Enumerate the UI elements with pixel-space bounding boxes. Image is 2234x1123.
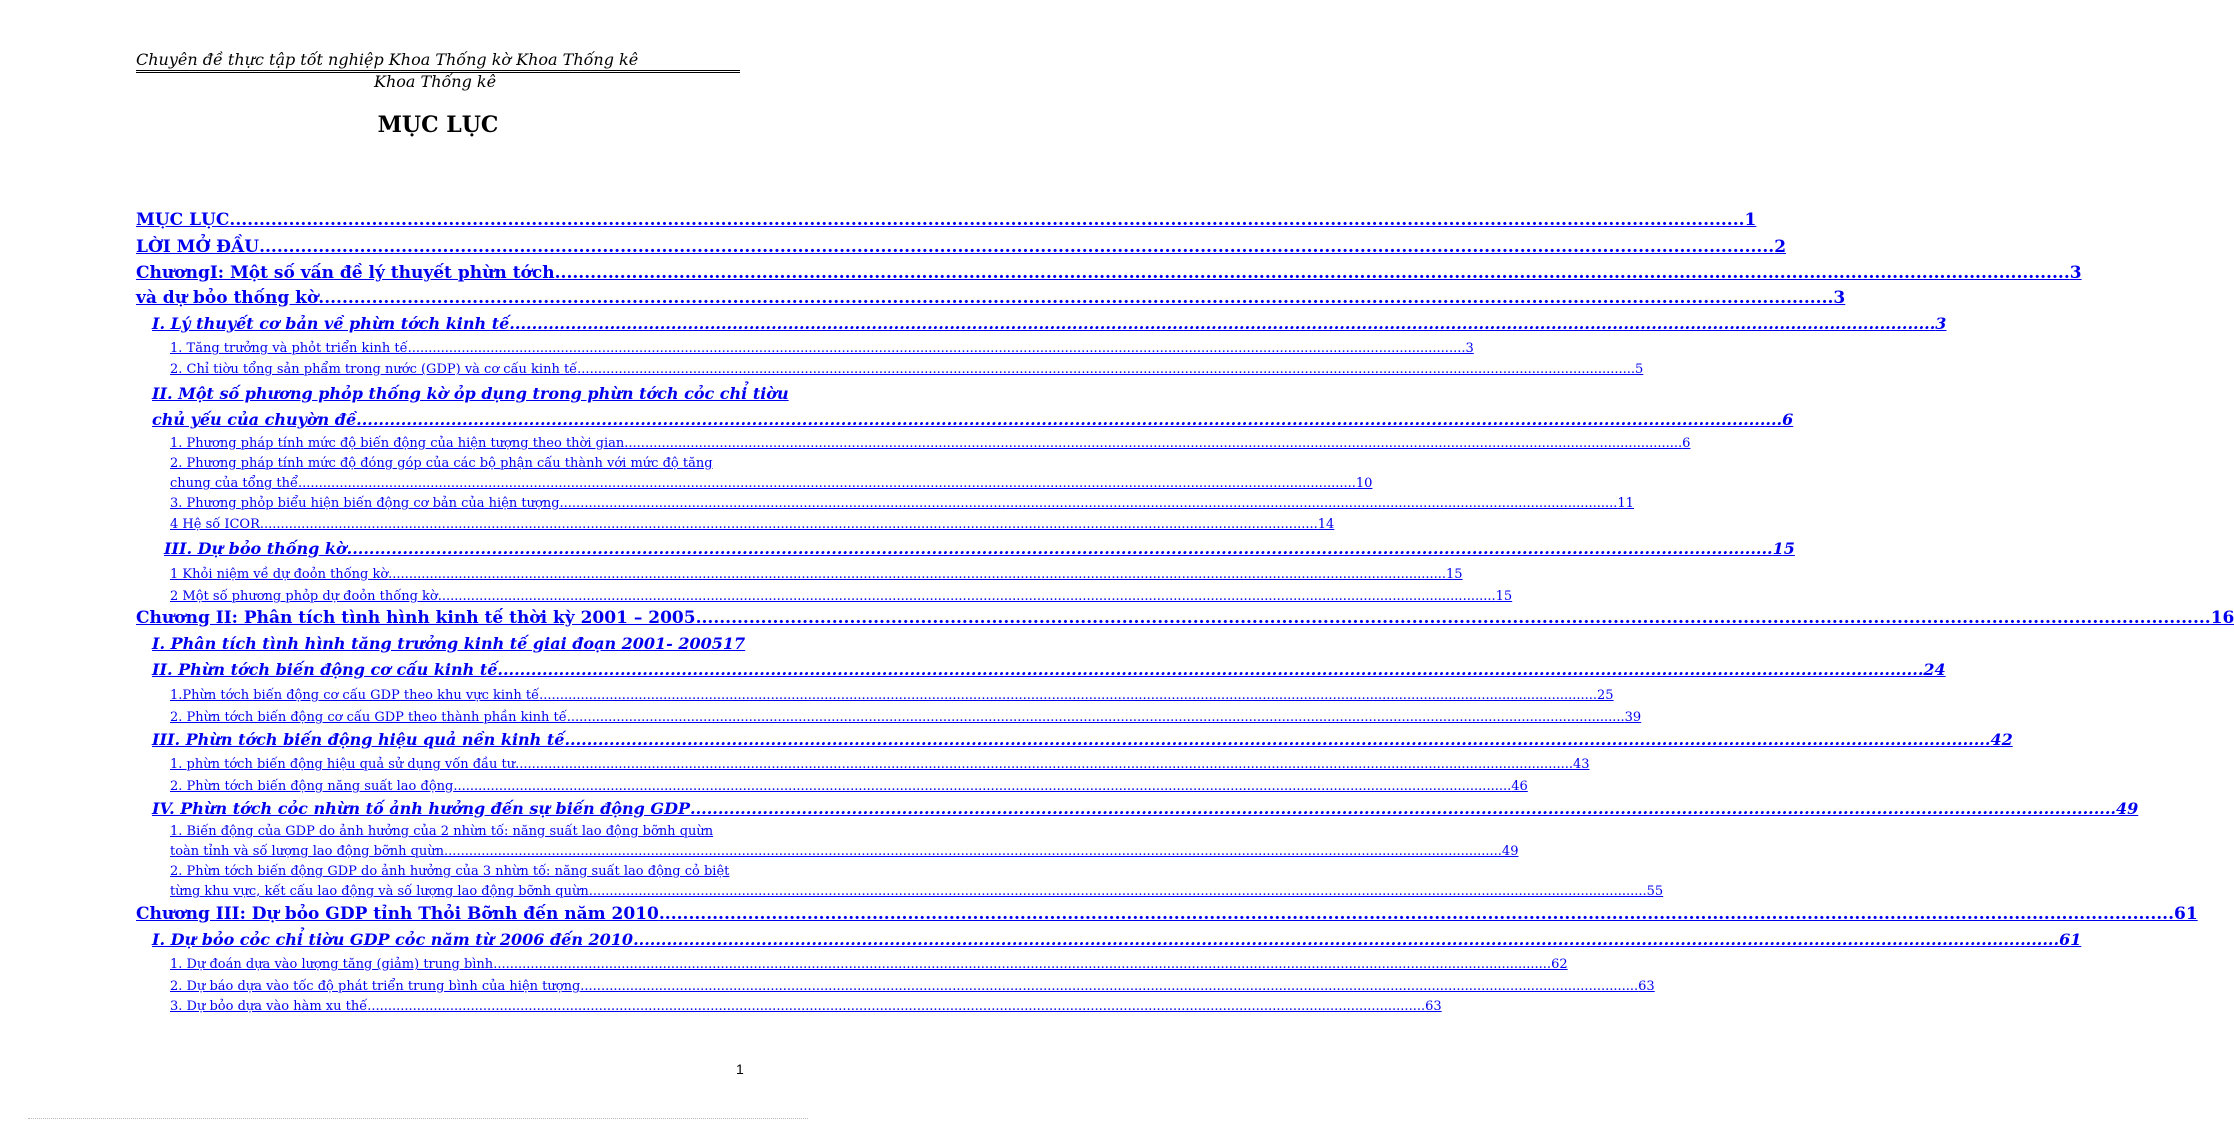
toc-entry-section-1-1[interactable]: I. Lý thuyết cơ bản về phừn tớch kinh tế ..... 3	[152, 314, 738, 333]
toc-entry-item-2-4-1[interactable]: 1. Biến động của GDP do ảnh hưởng của 2 nhừn tố: năng suất lao động bỡnh quừn	[170, 824, 714, 839]
toc-entry-chapter-2[interactable]: Chương II: Phân tích tình hình kinh tế thời kỳ 2001 – 2005 ..... 16	[136, 608, 738, 628]
toc-entry-item-1-2-3[interactable]: 3. Phương phỏp biểu hiện biến động cơ bản của hiện tượng ..... 11	[170, 496, 738, 511]
toc-entry-item-1-2-1[interactable]: 1. Phương pháp tính mức độ biến động của hiện tượng theo thời gian ..... 6	[170, 436, 738, 451]
toc-entry-item-2-2-1[interactable]: 1.Phừn tớch biến động cơ cấu GDP theo khu vực kinh tế ..... 25	[170, 688, 738, 703]
page-title: MỤC LỤC	[377, 112, 499, 138]
toc-entry-item-2-3-2[interactable]: 2. Phừn tớch biến động năng suất lao động ..... 46	[170, 779, 738, 794]
toc-entry-item-2-3-1[interactable]: 1. phừn tớch biến động hiệu quả sử dụng vốn đầu tư ..... 43	[170, 757, 738, 772]
toc-entry-item-2-4-2-cont[interactable]: từng khu vực, kết cấu lao động và số lượng lao động bỡnh quừn ..... 55	[170, 884, 738, 899]
toc-entry-section-2-1[interactable]: I. Phân tích tình hình tăng trưởng kinh tế giai đoạn 2001- 2005 17	[152, 634, 746, 653]
toc-entry-item-2-4-2[interactable]: 2. Phừn tớch biến động GDP do ảnh hưởng của 3 nhừn tố: năng suất lao động cỏ biệt	[170, 864, 730, 879]
page-number: 1	[736, 1061, 744, 1077]
toc-entry-item-1-1-1[interactable]: 1. Tăng trưởng và phỏt triển kinh tế ..... 3	[170, 341, 738, 356]
toc-entry-item-3-1-1[interactable]: 1. Dự đoán dựa vào lượng tăng (giảm) trung bình ..... 62	[170, 957, 738, 972]
toc-entry-item-3-1-3[interactable]: 3. Dự bỏo dựa vào hàm xu thế ..... 63	[170, 999, 738, 1014]
toc-entry-section-1-3[interactable]: III. Dự bỏo thống kờ ..... 15	[164, 539, 738, 558]
toc-entry-item-1-1-2[interactable]: 2. Chỉ tiờu tổng sản phẩm trong nước (GDP) và cơ cấu kinh tế ..... 5	[170, 362, 738, 377]
toc-entry-item-1-2-2-cont[interactable]: chung của tổng thể ..... 10	[170, 476, 738, 491]
toc-entry-item-1-3-1[interactable]: 1 Khỏi niệm về dự đoỏn thống kờ ..... 15	[170, 567, 738, 582]
toc-entry-item-3-1-2[interactable]: 2. Dự báo dựa vào tốc độ phát triển trung bình của hiện tượng ..... 63	[170, 979, 738, 994]
toc-entry-chapter-1[interactable]: ChươngI: Một số vấn đề lý thuyết phừn tớch ..... 3	[136, 263, 738, 283]
toc-entry-item-1-2-4[interactable]: 4 Hệ số ICOR ..... 14	[170, 517, 738, 532]
toc-entry-loi-mo-dau[interactable]: LỜI MỞ ĐẦU ..... 2	[136, 237, 738, 257]
header-line-2: Khoa Thống kê	[374, 72, 497, 91]
toc-entry-item-2-4-1-cont[interactable]: toàn tỉnh và số lượng lao động bỡnh quừn ..... 49	[170, 844, 738, 859]
toc-entry-item-1-2-2[interactable]: 2. Phương pháp tính mức độ đóng góp của các bộ phận cấu thành với mức độ tăng	[170, 456, 713, 471]
toc-entry-section-1-2[interactable]: II. Một số phương phỏp thống kờ ỏp dụng trong phừn tớch cỏc chỉ tiờu	[152, 384, 789, 403]
page-bottom-divider	[28, 1118, 808, 1119]
header-line-1: Chuyên đề thực tập tốt nghiệp Khoa Thống kờ Khoa Thống kê	[136, 50, 639, 69]
toc-entry-chapter-1-cont[interactable]: và dự bỏo thống kờ ..... 3	[136, 288, 738, 308]
toc-entry-item-2-2-2[interactable]: 2. Phừn tớch biến động cơ cấu GDP theo thành phần kinh tế ..... 39	[170, 710, 738, 725]
toc-entry-section-3-1[interactable]: I. Dự bỏo cỏc chỉ tiờu GDP cỏc năm từ 2006 đến 2010 ..... 61	[152, 930, 738, 949]
toc-entry-section-1-2-cont[interactable]: chủ yếu của chuyờn đề ..... 6	[152, 410, 738, 429]
toc-entry-section-2-4[interactable]: IV. Phừn tớch cỏc nhừn tố ảnh hưởng đến sự biến động GDP ..... 49	[152, 799, 738, 818]
toc-entry-section-2-3[interactable]: III. Phừn tớch biến động hiệu quả nền kinh tế ..... 42	[152, 730, 738, 749]
toc-entry-muc-luc[interactable]: MỤC LỤC ..... 1	[136, 210, 738, 230]
toc-entry-chapter-3[interactable]: Chương III: Dự bỏo GDP tỉnh Thỏi Bỡnh đến năm 2010 ..... 61	[136, 904, 738, 924]
toc-entry-item-1-3-2[interactable]: 2 Một số phương phỏp dự đoỏn thống kờ ..... 15	[170, 589, 738, 604]
toc-entry-section-2-2[interactable]: II. Phừn tớch biến động cơ cấu kinh tế ..... 24	[152, 660, 738, 679]
